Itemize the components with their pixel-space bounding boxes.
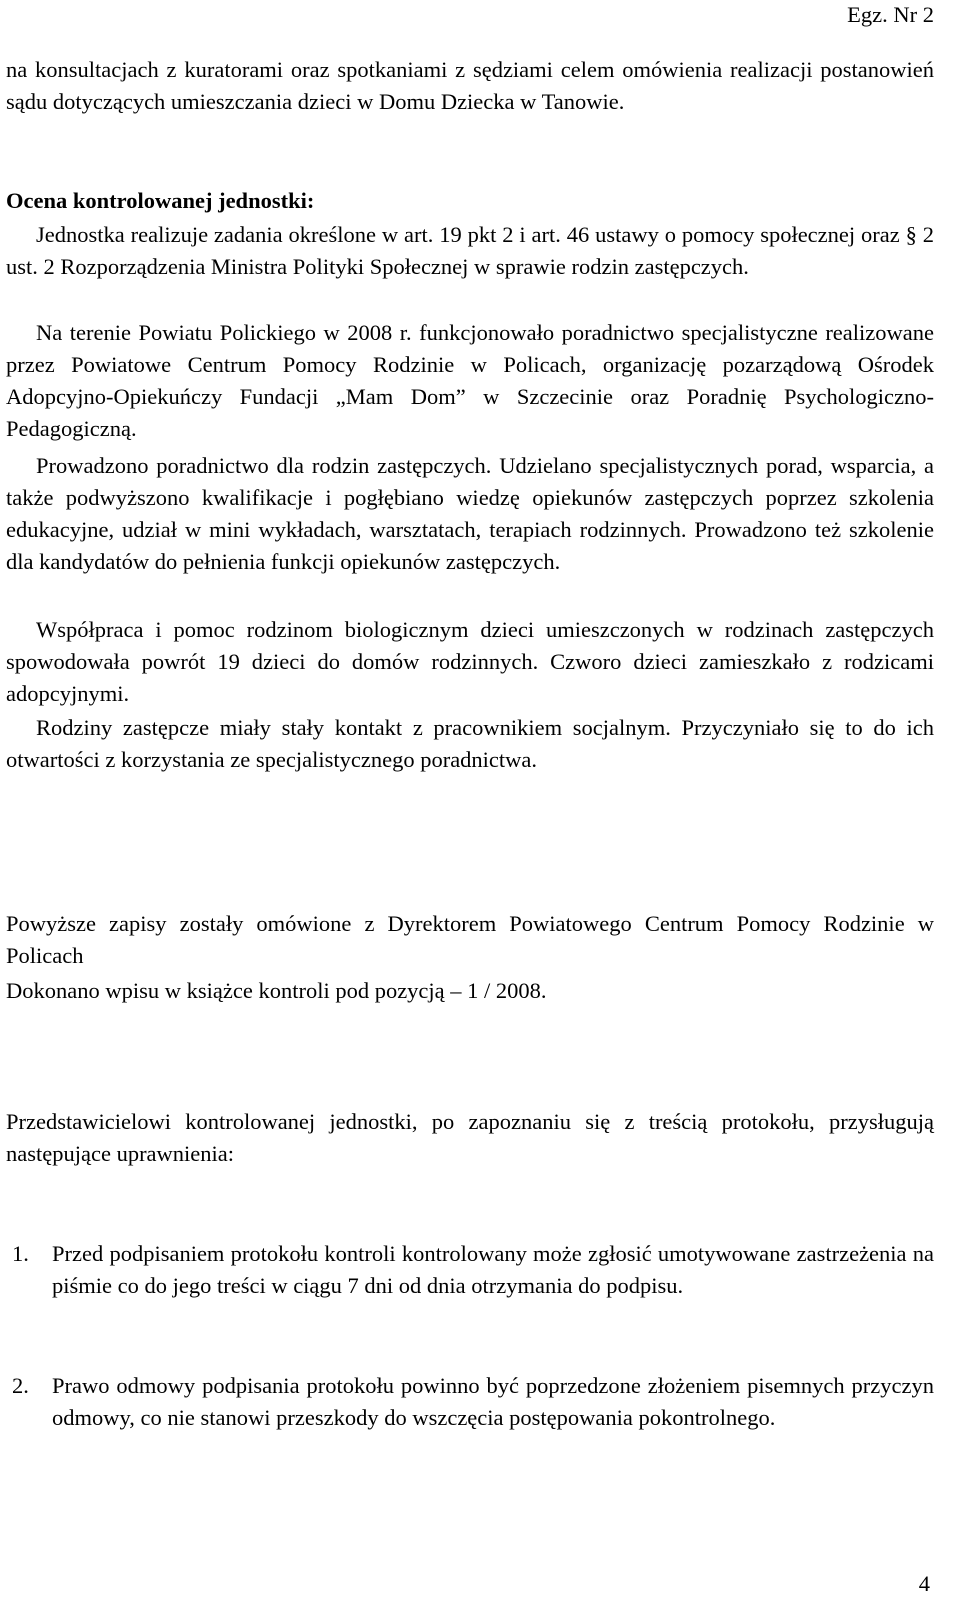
list-item-number: 2. xyxy=(12,1373,29,1398)
rights-intro: Przedstawicielowi kontrolowanej jednostki, po zapoznaniu się z treścią protokołu, przysługują następujące uprawnienia: xyxy=(6,1109,934,1166)
copy-number-label: Egz. Nr 2 xyxy=(847,2,934,27)
assessment-paragraph-training: Prowadzono poradnictwo dla rodzin zastępczych. Udzielano specjalistycznych porad, wsparcia, a także podwyższono kwalifikacje i pogłębiano wiedzę opiekunów zastępczych poprzez szkolenia edukacyjne, udział w mini wykładach, warsztatach, terapiach rodzinnych. Prowadzono też szkolenie dla kandydatów do pełnienia funkcji opiekunów zastępczych. xyxy=(6,453,934,574)
list-item-number: 1. xyxy=(12,1241,29,1266)
assessment-paragraph-legal-basis: Jednostka realizuje zadania określone w art. 19 pkt 2 i art. 46 ustawy o pomocy społecznej oraz § 2 ust. 2 Rozporządzenia Ministra Polityki Społecznej w sprawie rodzin zastępczych. xyxy=(6,222,934,279)
list-item-text: Przed podpisaniem protokołu kontroli kontrolowany może zgłosić umotywowane zastrzeżenia na piśmie co do jego treści w ciągu 7 dni od dnia otrzymania do podpisu. xyxy=(52,1241,934,1298)
discussion-note: Powyższe zapisy zostały omówione z Dyrektorem Powiatowego Centrum Pomocy Rodzinie w Policach xyxy=(6,911,934,968)
page-number: 4 xyxy=(918,1571,930,1596)
rights-list-item xyxy=(6,1370,934,1434)
assessment-paragraph-counseling: Na terenie Powiatu Polickiego w 2008 r. funkcjonowało poradnictwo specjalistyczne realizowane przez Powiatowe Centrum Pomocy Rodzinie w Policach, organizację pozarządową Ośrodek Adopcyjno-Opiekuńczy Fundacji „Mam Dom” w Szczecinie oraz Poradnię Psychologiczno-Pedagogiczną. xyxy=(6,320,934,441)
intro-paragraph: na konsultacjach z kuratorami oraz spotkaniami z sędziami celem omówienia realizacji postanowień sądu dotyczących umieszczania dzieci w Domu Dziecka w Tanowie. xyxy=(6,57,934,114)
inspection-book-entry: Dokonano wpisu w książce kontroli pod pozycją – 1 / 2008. xyxy=(6,978,547,1003)
list-item-text: Prawo odmowy podpisania protokołu powinno być poprzedzone złożeniem pisemnych przyczyn odmowy, co nie stanowi przeszkody do wszczęcia postępowania pokontrolnego. xyxy=(52,1373,934,1430)
rights-list-item xyxy=(6,1238,934,1302)
assessment-paragraph-cooperation: Współpraca i pomoc rodzinom biologicznym dzieci umieszczonych w rodzinach zastępczych spowodowała powrót 19 dzieci do domów rodzinnych. Czworo dzieci zamieszkało z rodzicami adopcyjnymi. xyxy=(6,617,934,706)
assessment-heading: Ocena kontrolowanej jednostki: xyxy=(6,188,315,213)
assessment-paragraph-contact: Rodziny zastępcze miały stały kontakt z pracownikiem socjalnym. Przyczyniało się to do ich otwartości z korzystania ze specjalistycznego poradnictwa. xyxy=(6,715,934,772)
